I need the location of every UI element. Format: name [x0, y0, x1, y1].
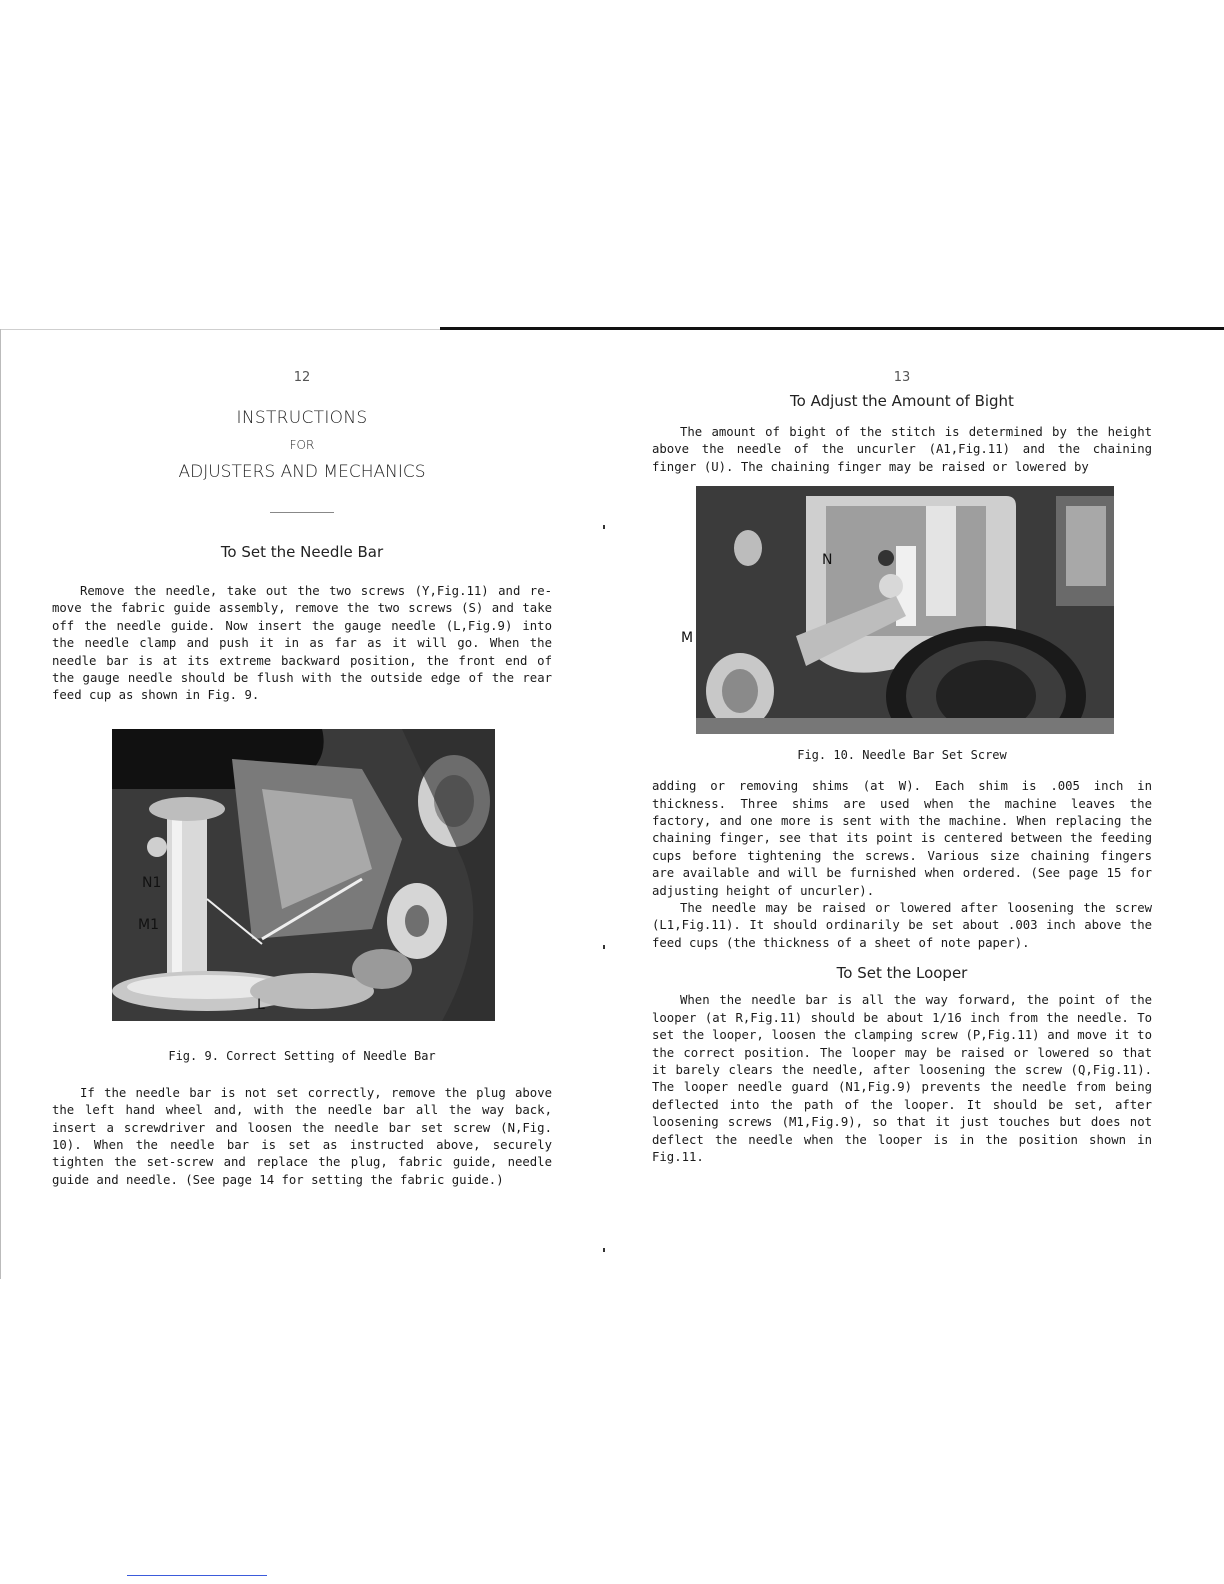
label-n1: N1: [142, 874, 162, 891]
figure-caption: Fig. 10. Needle Bar Set Screw: [797, 748, 1007, 763]
figure-10-wrapper: [652, 486, 1152, 734]
section-title: To Set the Needle Bar: [220, 543, 384, 561]
paragraph: When the needle bar is all the way forward, the point of the looper (at R,Fig.11) should be about 1/16 inch from the needle. To set the looper, loosen the clamping screw (P,Fig.11) and move it to the correct position. The looper may be raised or lowered so that it barely clears the needle, after loosening the screw (Q,Fig.11). The looper needle guard (N1,Fig.9) prevents the needle from being deflected into the path of the looper. It should be set, after loosening screws (M1,Fig.9), so that it just touches but does not deflect the needle when the looper is in the position shown in Fig.11.: [652, 993, 1152, 1164]
heading-sub: ADJUSTERS AND MECHANICS: [178, 462, 426, 482]
gutter-mark: [603, 945, 605, 949]
section-title: To Adjust the Amount of Bight: [790, 392, 1014, 410]
figure-9-wrapper: [52, 729, 552, 1021]
paragraph: The amount of bight of the stitch is determined by the height above the needle of the uncurler (A1,Fig.11) and the chaining finger (U). The chaining finger may be raised or lowered by: [652, 425, 1152, 474]
heading-main: INSTRUCTIONS: [236, 408, 368, 428]
left-page: [52, 370, 552, 1189]
divider: [270, 512, 334, 513]
paragraph: Remove the needle, take out the two screws (Y,Fig.11) and re- move the fabric guide assembly, remove the two screws (S) and take off the needle guide. Now insert the gauge needle (L,Fig.9) into the needle clamp and push it in as far as it will go. When the needle bar is at its extreme backward position, the front end of the gauge needle should be flush with the outside edge of the rear feed cup as shown in Fig. 9.: [52, 584, 552, 703]
paragraph: The needle may be raised or lowered after loosening the screw (L1,Fig.11). It should ordinarily be set about .003 inch above the feed cups (the thickness of a sheet of note paper).: [652, 901, 1152, 950]
right-page: [652, 370, 1152, 1166]
spread-top-rule: [440, 327, 1224, 330]
heading-for: FOR: [289, 438, 315, 452]
label-m: M: [681, 630, 694, 647]
figure-caption: Fig. 9. Correct Setting of Needle Bar: [168, 1048, 436, 1063]
figure-9-photo: [112, 729, 495, 1021]
page-left-edge: [0, 329, 1, 1279]
spread-top-edge: [0, 329, 440, 330]
page-number: 12: [293, 370, 311, 385]
bottom-link-underline: [127, 1575, 267, 1576]
label-n: N: [822, 552, 833, 569]
section-title: To Set the Looper: [836, 964, 968, 983]
figure-10-photo: [696, 486, 1114, 734]
paragraph: adding or removing shims (at W). Each shim is .005 inch in thickness. Three shims are used when the machine leaves the factory, and one more is sent with the machine. When replacing the chaining finger, see that its point is centered between the feeding cups before tightening the screws. Various size chaining fingers are available and will be furnished when ordered. (See page 15 for adjusting height of uncurler).: [652, 779, 1152, 898]
paragraph: If the needle bar is not set correctly, remove the plug above the left hand wheel and, with the needle bar all the way back, insert a screwdriver and loosen the needle bar set screw (N,Fig. 10). When the needle bar is set as instructed above, securely tighten the set-screw and replace the plug, fabric guide, needle guide and needle. (See page 14 for setting the fabric guide.): [52, 1085, 552, 1187]
page-number: 13: [893, 370, 911, 385]
gutter-mark: [603, 525, 605, 529]
label-m1: M1: [138, 916, 159, 933]
label-l: L: [257, 996, 265, 1013]
machine-photo: [696, 486, 1114, 734]
gutter-mark: [603, 1248, 605, 1252]
machine-photo: [112, 729, 495, 1021]
